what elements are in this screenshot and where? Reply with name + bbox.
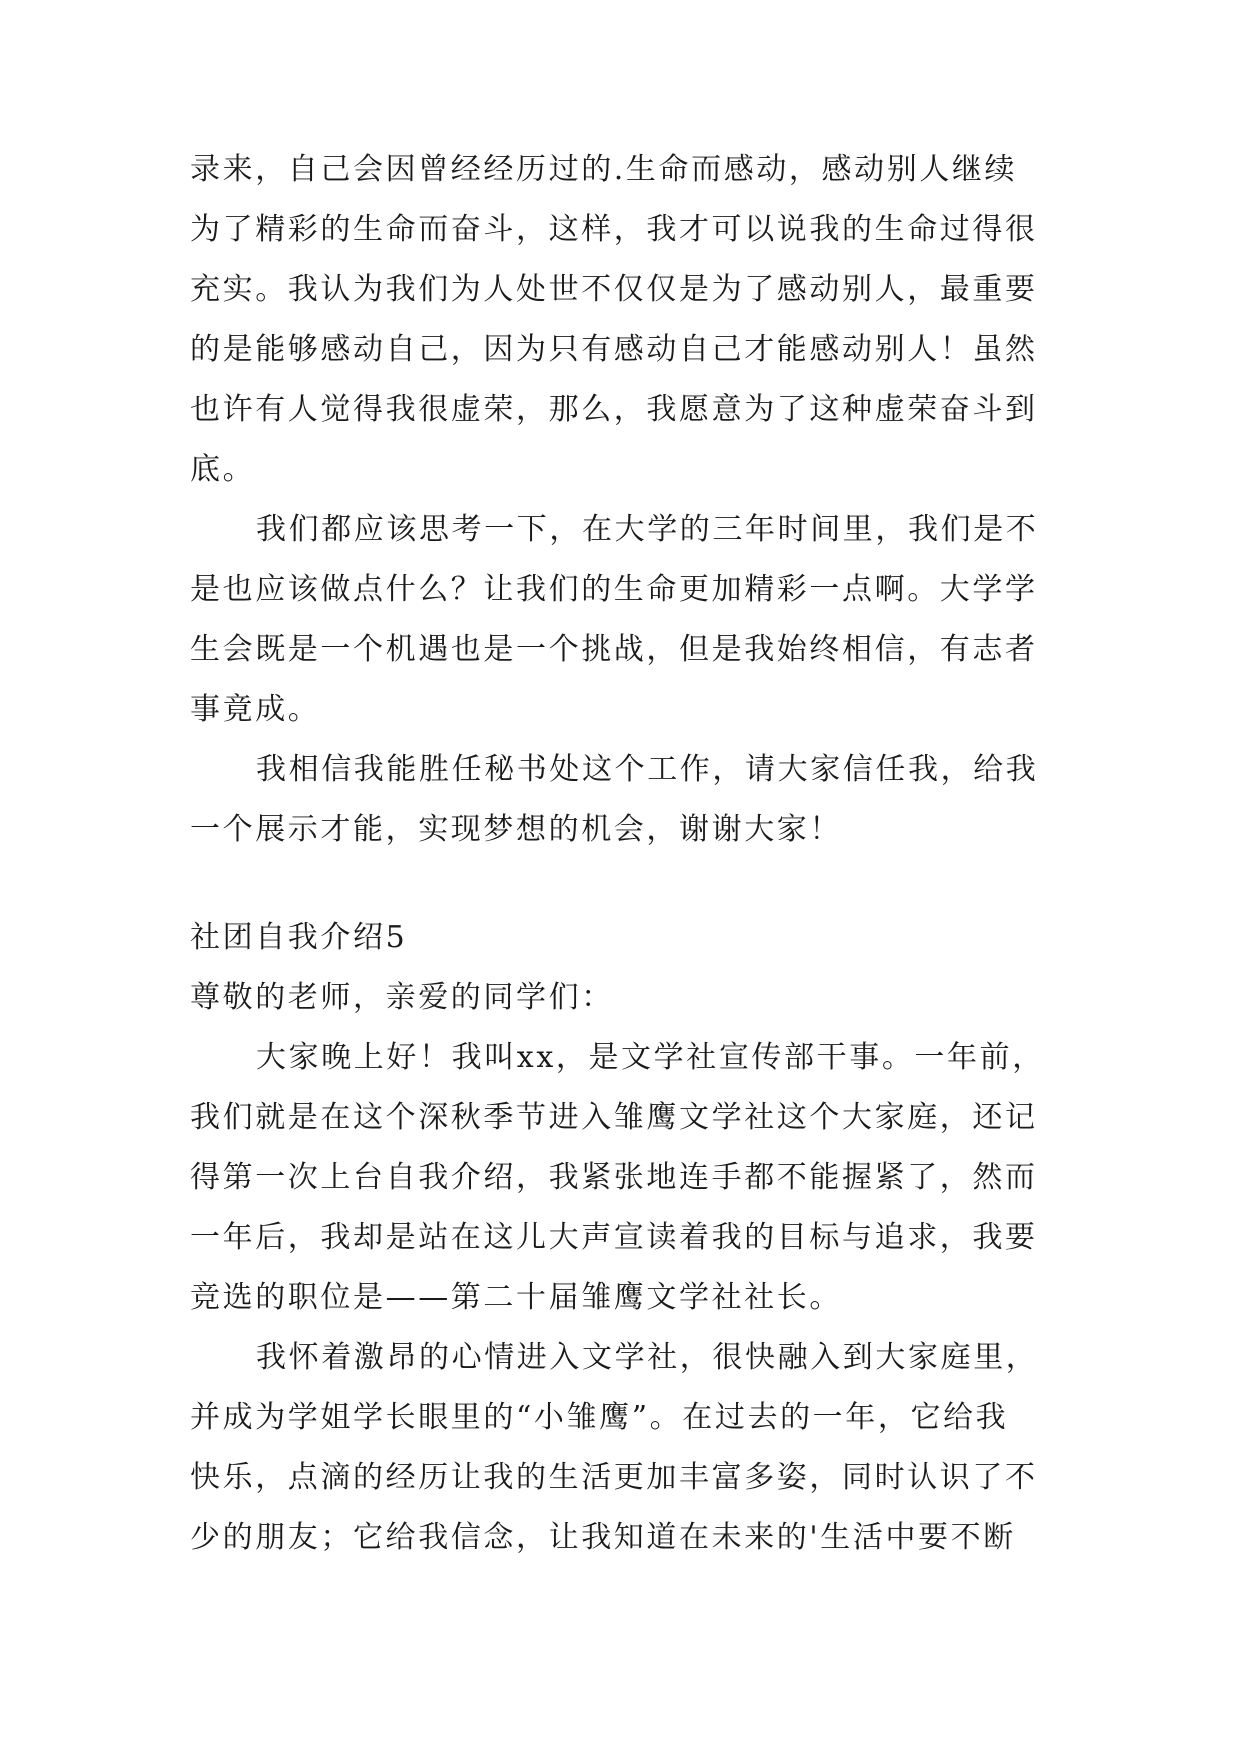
paragraph-first-line: 我怀着激昂的心情进入文学社，很快融入到大家庭里，	[256, 1340, 1039, 1375]
section-heading: 社团自我介绍5	[190, 920, 408, 955]
text-line: 我们就是在这个深秋季节进入雏鹰文学社这个大家庭，还记	[190, 1100, 1038, 1135]
text-line: 录来，自己会因曾经经历过的.生命而感动，感动别人继续	[190, 152, 1018, 187]
paragraph-first-line: 我相信我能胜任秘书处这个工作，请大家信任我，给我	[256, 752, 1039, 787]
text-line: 少的朋友；它给我信念，让我知道在未来的'生活中要不断	[190, 1520, 1016, 1555]
text-line: 一年后，我却是站在这儿大声宣读着我的目标与追求，我要	[190, 1220, 1038, 1255]
text-line: 底。	[190, 452, 256, 487]
text-line: 一个展示才能，实现梦想的机会，谢谢大家！	[190, 812, 842, 847]
text-line: 竞选的职位是——第二十届雏鹰文学社社长。	[190, 1280, 842, 1315]
text-line: 的是能够感动自己，因为只有感动自己才能感动别人！虽然	[190, 332, 1038, 367]
text-line: 事竟成。	[190, 692, 321, 727]
text-line: 是也应该做点什么？让我们的生命更加精彩一点啊。大学学	[190, 572, 1038, 607]
text-line: 充实。我认为我们为人处世不仅仅是为了感动别人，最重要	[190, 272, 1038, 307]
text-line: 得第一次上台自我介绍，我紧张地连手都不能握紧了，然而	[190, 1160, 1038, 1195]
text-line: 也许有人觉得我很虚荣，那么，我愿意为了这种虚荣奋斗到	[190, 392, 1038, 427]
salutation: 尊敬的老师，亲爱的同学们：	[190, 980, 614, 1015]
text-line: 生会既是一个机遇也是一个挑战，但是我始终相信，有志者	[190, 632, 1038, 667]
text-line: 为了精彩的生命而奋斗，这样，我才可以说我的生命过得很	[190, 212, 1038, 247]
paragraph-first-line: 我们都应该思考一下，在大学的三年时间里，我们是不	[256, 512, 1039, 547]
paragraph-first-line: 大家晚上好！我叫xx，是文学社宣传部干事。一年前，	[256, 1040, 1045, 1075]
text-line: 快乐，点滴的经历让我的生活更加丰富多姿，同时认识了不	[190, 1460, 1038, 1495]
text-line: 并成为学姐学长眼里的“小雏鹰”。在过去的一年，它给我	[190, 1400, 1009, 1435]
